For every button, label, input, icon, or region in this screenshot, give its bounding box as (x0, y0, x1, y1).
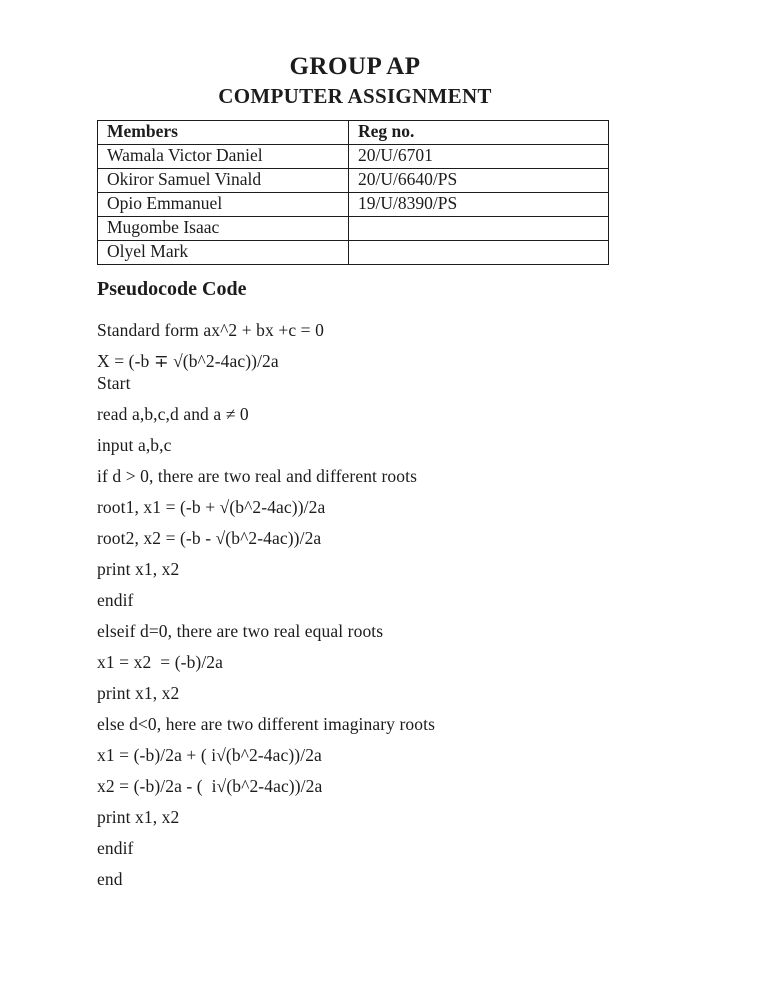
member-name-cell: Opio Emmanuel (98, 193, 349, 217)
pseudocode-line: endif (97, 590, 134, 610)
member-regno-cell (349, 217, 609, 241)
pseudocode-line: else d<0, here are two different imaginary roots (97, 714, 435, 734)
member-name-cell: Wamala Victor Daniel (98, 145, 349, 169)
pseudocode-line: elseif d=0, there are two real equal roots (97, 621, 384, 641)
pseudocode-line: root2, x2 = (-b - √(b^2-4ac))/2a (97, 528, 322, 548)
pseudocode-heading: Pseudocode Code (97, 278, 247, 300)
member-regno-cell: 20/U/6640/PS (349, 169, 609, 193)
regno-column-header: Reg no. (349, 121, 609, 145)
member-name-cell: Olyel Mark (98, 241, 349, 265)
document-content (97, 52, 613, 890)
members-table (97, 120, 609, 265)
table-row (98, 241, 609, 265)
table-row (98, 145, 609, 169)
members-column-header: Members (98, 121, 349, 145)
document-subtitle: COMPUTER ASSIGNMENT (218, 84, 492, 108)
pseudocode-line: x1 = x2 = (-b)/2a (97, 652, 224, 672)
member-regno-cell: 20/U/6701 (349, 145, 609, 169)
member-regno-cell (349, 241, 609, 265)
pseudocode-line: Standard form ax^2 + bx +c = 0 (97, 320, 324, 340)
pseudocode-line: x1 = (-b)/2a + ( i√(b^2-4ac))/2a (97, 745, 322, 765)
pseudocode-line: X = (-b ∓ √(b^2-4ac))/2a (97, 351, 279, 371)
pseudocode-line: input a,b,c (97, 435, 172, 455)
member-name-cell: Okiror Samuel Vinald (98, 169, 349, 193)
table-row (98, 193, 609, 217)
pseudocode-line: endif (97, 838, 134, 858)
pseudocode-line: print x1, x2 (97, 807, 180, 827)
pseudocode-line: print x1, x2 (97, 683, 180, 703)
member-regno-cell: 19/U/8390/PS (349, 193, 609, 217)
member-name-cell: Mugombe Isaac (98, 217, 349, 241)
pseudocode-block (97, 319, 613, 890)
table-row (98, 169, 609, 193)
pseudocode-line: root1, x1 = (-b + √(b^2-4ac))/2a (97, 497, 326, 517)
table-row (98, 217, 609, 241)
pseudocode-line: if d > 0, there are two real and different roots (97, 466, 417, 486)
pseudocode-line: print x1, x2 (97, 559, 180, 579)
pseudocode-line: Start (97, 373, 131, 393)
pseudocode-line: x2 = (-b)/2a - ( i√(b^2-4ac))/2a (97, 776, 323, 796)
pseudocode-line: read a,b,c,d and a ≠ 0 (97, 404, 249, 424)
table-header-row (98, 121, 609, 145)
pseudocode-line: end (97, 869, 123, 889)
document-title: GROUP AP (289, 53, 421, 80)
